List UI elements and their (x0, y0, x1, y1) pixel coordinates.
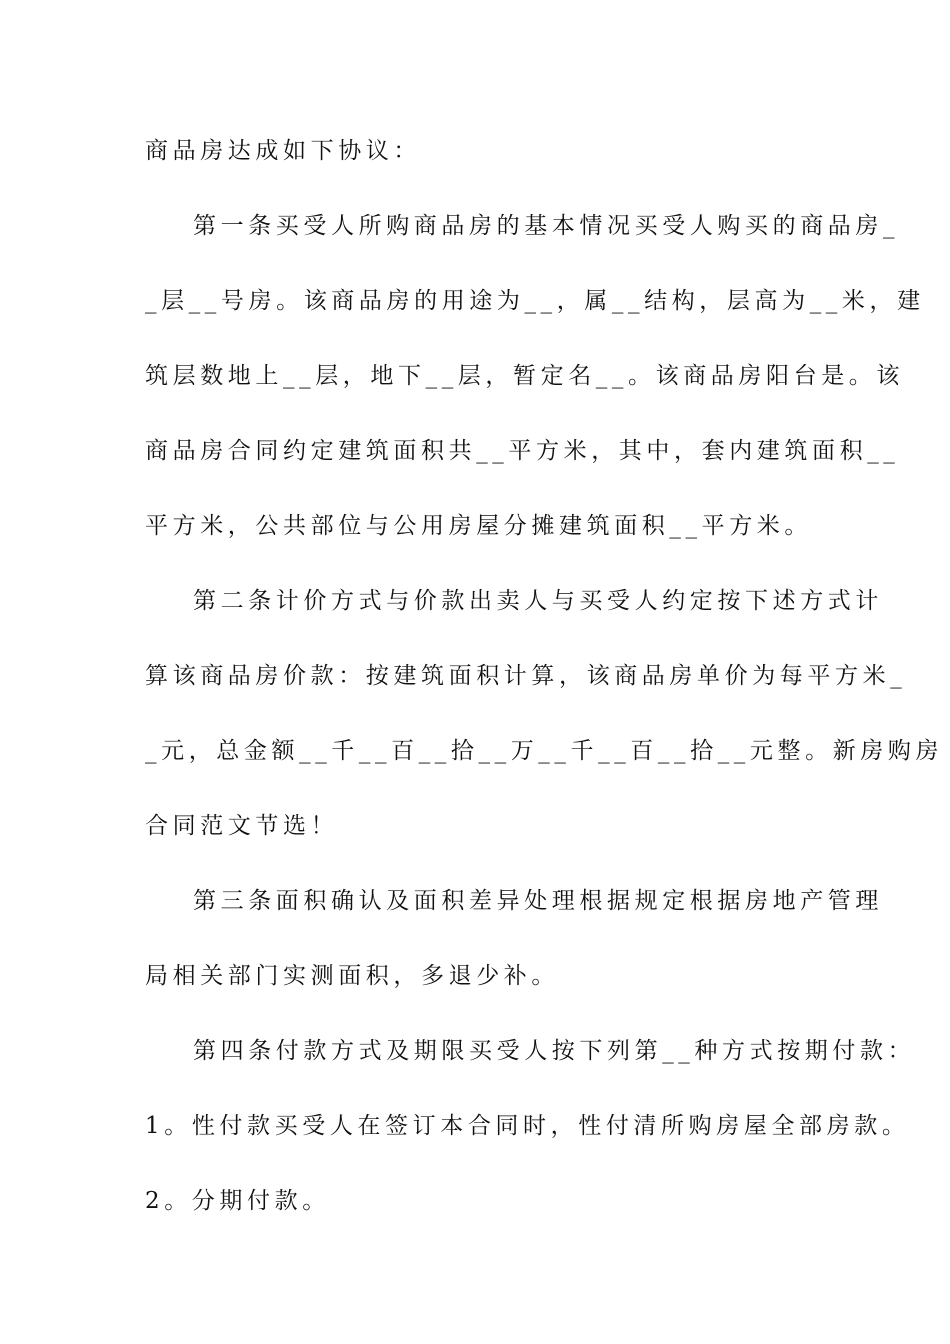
article-4-heading: 第四条付款方式及期限买受人按下列第__种方式按期付款： (193, 1038, 916, 1064)
article-4-line: 1。性付款买受人在签订本合同时，性付清所购房屋全部房款。 (145, 1113, 910, 1139)
article-4-line: 2。分期付款。 (145, 1188, 330, 1214)
article-1-heading: 第一条买受人所购商品房的基本情况买受人购买的商品房_ (193, 213, 900, 239)
article-3-heading: 第三条面积确认及面积差异处理根据规定根据房地产管理 (193, 888, 883, 914)
article-2-heading: 第二条计价方式与价款出卖人与买受人约定按下述方式计 (193, 588, 883, 614)
article-2-line: 合同范文节选！ (145, 813, 339, 839)
article-2-line: _元，总金额__千__百__拾__万__千__百__拾__元整。新房购房 (145, 738, 944, 764)
article-1-line: 商品房合同约定建筑面积共__平方米，其中，套内建筑面积__ (145, 438, 900, 464)
article-1-line: 平方米，公共部位与公用房屋分摊建筑面积__平方米。 (145, 513, 812, 539)
article-1-line: _层__号房。该商品房的用途为__，属__结构，层高为__米，建 (145, 288, 925, 314)
article-1-line: 筑层数地上__层，地下__层，暂定名__。该商品房阳台是。该 (145, 363, 904, 389)
text-line-intro: 商品房达成如下协议： (145, 138, 421, 164)
article-2-line: 算该商品房价款：按建筑面积计算，该商品房单价为每平方米_ (145, 663, 907, 689)
article-3-line: 局相关部门实测面积，多退少补。 (145, 963, 559, 989)
